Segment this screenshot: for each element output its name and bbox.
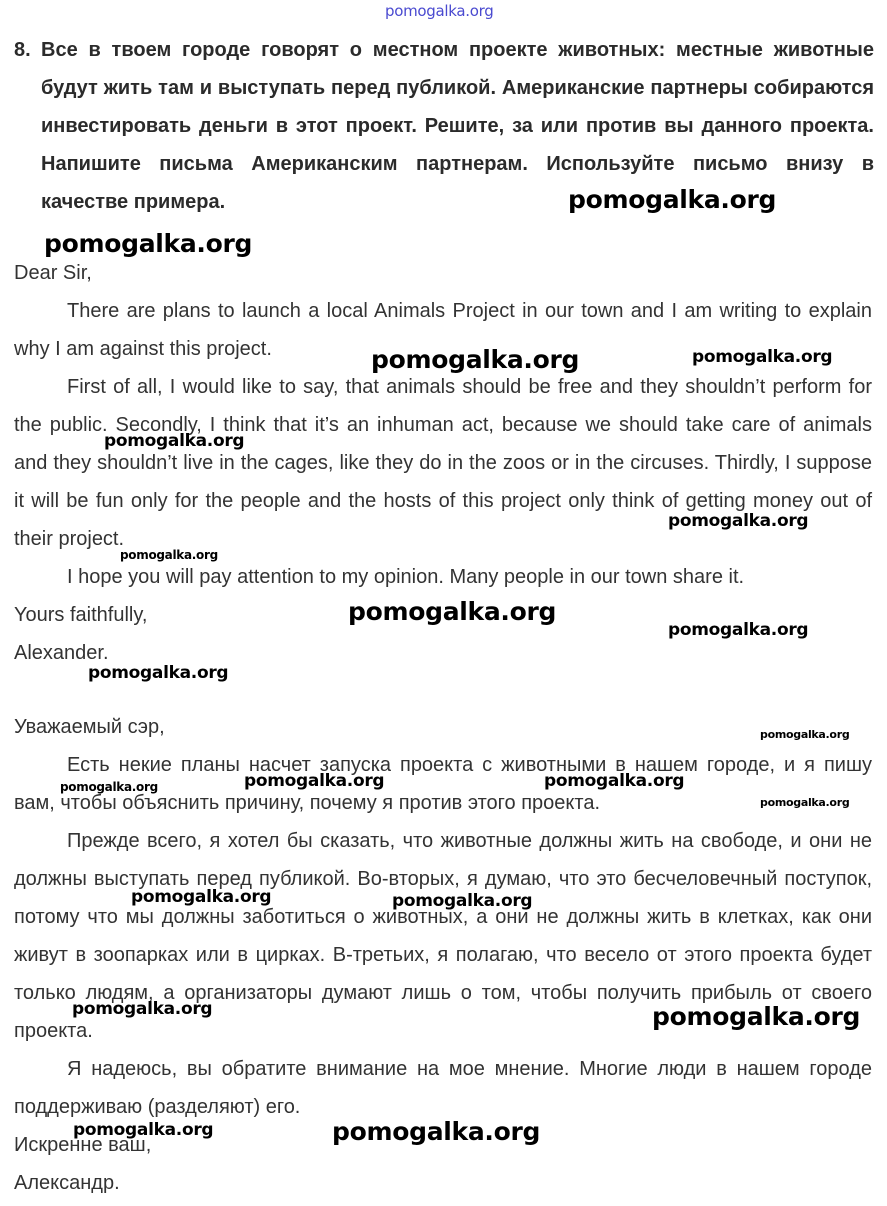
watermark: pomogalka.org bbox=[120, 548, 218, 562]
watermark: pomogalka.org bbox=[668, 511, 809, 531]
watermark: pomogalka.org bbox=[131, 887, 272, 907]
task-number: 8. bbox=[14, 39, 31, 61]
watermark-top: pomogalka.org bbox=[385, 2, 494, 20]
watermark: pomogalka.org bbox=[73, 1120, 214, 1140]
watermark: pomogalka.org bbox=[44, 229, 253, 258]
task-text: Все в твоем городе говорят о местном проекте животных: местные животные будут жить там и выступать перед публикой. Американские партнеры собираются инвестировать деньги в этот проект. Решите, за или против вы данного проекта. Напишите письма Американским партнерам. Используйте письмо внизу в качестве примера. bbox=[41, 39, 874, 213]
letter-en-closing: Yours faithfully, bbox=[14, 604, 148, 626]
letter-en-signature: Alexander. bbox=[14, 642, 109, 664]
letter-ru-paragraph: Я надеюсь, вы обратите внимание на мое мнение. Многие люди в нашем городе поддерживаю (разделяют) его. bbox=[14, 1058, 872, 1118]
letter-en-paragraph: There are plans to launch a local Animals Project in our town and I am writing to explain why I am against this project. bbox=[14, 300, 872, 360]
watermark: pomogalka.org bbox=[760, 728, 850, 741]
watermark: pomogalka.org bbox=[568, 185, 777, 214]
watermark: pomogalka.org bbox=[244, 771, 385, 791]
letter-ru-paragraph: Есть некие планы насчет запуска проекта с животными в нашем городе, и я пишу вам, чтобы объяснить причину, почему я против этого проекта. bbox=[14, 754, 872, 814]
watermark: pomogalka.org bbox=[392, 891, 533, 911]
letter-en-greeting: Dear Sir, bbox=[14, 262, 92, 284]
watermark: pomogalka.org bbox=[760, 796, 850, 809]
watermark: pomogalka.org bbox=[371, 345, 580, 374]
letter-ru-closing: Искренне ваш, bbox=[14, 1134, 152, 1156]
watermark: pomogalka.org bbox=[104, 431, 245, 451]
watermark: pomogalka.org bbox=[332, 1117, 541, 1146]
watermark: pomogalka.org bbox=[72, 999, 213, 1019]
letter-ru-paragraph: Прежде всего, я хотел бы сказать, что животные должны жить на свободе, и они не должны выступать перед публикой. Во-вторых, я думаю, что это бесчеловечный поступок, потому что мы должны заботиться о животных, а они не должны жить в клетках, как они живут в зоопарках или в цирках. В-третьих, я полагаю, что весело от этого проекта будет только людям, а организаторы думают лишь о том, чтобы получить прибыль от своего проекта. bbox=[14, 830, 872, 1042]
watermark: pomogalka.org bbox=[60, 780, 158, 794]
watermark: pomogalka.org bbox=[692, 347, 833, 367]
letter-ru-signature: Александр. bbox=[14, 1172, 120, 1194]
watermark: pomogalka.org bbox=[348, 597, 557, 626]
watermark: pomogalka.org bbox=[652, 1002, 861, 1031]
letter-en-paragraph: First of all, I would like to say, that animals should be free and they shouldn’t perform for the public. Secondly, I think that it’s an inhuman act, because we should take care of animals and they shouldn’t live in the cages, like they do in the zoos or in the circuses. Thirdly, I suppose it will be fun only for the people and the hosts of this project only think of getting money out of their project. bbox=[14, 376, 872, 550]
letter-en-paragraph: I hope you will pay attention to my opinion. Many people in our town share it. bbox=[67, 566, 745, 588]
watermark: pomogalka.org bbox=[668, 620, 809, 640]
watermark: pomogalka.org bbox=[88, 663, 229, 683]
watermark: pomogalka.org bbox=[544, 771, 685, 791]
letter-ru-greeting: Уважаемый сэр, bbox=[14, 716, 165, 738]
